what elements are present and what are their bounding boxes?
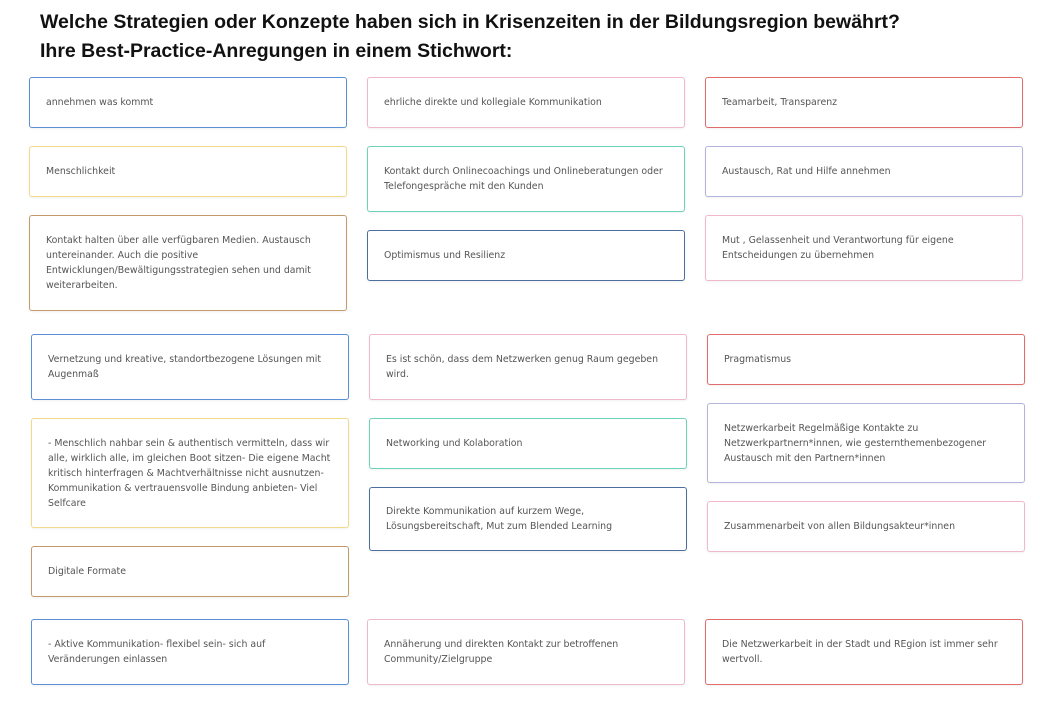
answer-text: - Menschlich nahbar sein & authentisch vermitteln, dass wir alle, wirklich alle, im gleichen Boot sitzen- Die eigene Macht kritisch hinterfragen & Machtverhältnisse nicht ausnutzen- Kommunikation & vertrauensvolle Bindung anbieten- Viel Selfcare	[48, 437, 331, 509]
answer-card	[369, 487, 687, 551]
answer-card	[705, 146, 1023, 197]
answer-text: Digitale Formate	[48, 566, 126, 577]
answer-card	[707, 403, 1025, 483]
answer-text: annehmen was kommt	[46, 97, 154, 108]
answer-text: Kontakt durch Onlinecoachings und Onlineberatungen oder Telefongespräche mit den Kunden	[384, 166, 663, 192]
answer-text: Networking und Kolaboration	[386, 438, 523, 449]
answer-card	[707, 501, 1025, 552]
title-line-1: Welche Strategien oder Konzepte haben sich in Krisenzeiten in der Bildungsregion bewährt?	[40, 11, 900, 33]
page-title	[40, 8, 900, 66]
answer-card	[705, 215, 1023, 281]
answer-card	[369, 418, 687, 469]
answer-text: Kontakt halten über alle verfügbaren Medien. Austausch untereinander. Auch die positive Entwicklungen/Bewältigungsstrategien sehen und damit weiterarbeiten.	[46, 235, 311, 291]
answer-card	[31, 334, 349, 400]
answer-card	[31, 418, 349, 528]
answer-card	[369, 334, 687, 400]
answer-card	[707, 334, 1025, 385]
answer-text: Annäherung und direkten Kontakt zur betroffenen Community/Zielgruppe	[384, 639, 619, 665]
answer-card	[367, 619, 685, 685]
answer-card	[29, 77, 347, 128]
answer-text: - Aktive Kommunikation- flexibel sein- sich auf Veränderungen einlassen	[48, 639, 266, 665]
answer-text: Netzwerkarbeit Regelmäßige Kontakte zu Netzwerkpartnern*innen, wie gesternthemenbezogener Austausch mit den Partnern*innen	[724, 422, 987, 464]
answer-text: Vernetzung und kreative, standortbezogene Lösungen mit Augenmaß	[48, 354, 322, 380]
answer-text: ehrliche direkte und kollegiale Kommunikation	[384, 97, 602, 108]
answer-card	[367, 77, 685, 128]
answer-text: Direkte Kommunikation auf kurzem Wege, Lösungsbereitschaft, Mut zum Blended Learning	[386, 506, 613, 532]
answer-text: Teamarbeit, Transparenz	[722, 97, 838, 108]
answer-card	[31, 546, 349, 597]
answer-text: Es ist schön, dass dem Netzwerken genug Raum gegeben wird.	[386, 354, 659, 380]
answer-card	[705, 77, 1023, 128]
title-line-2: Ihre Best-Practice-Anregungen in einem Stichwort:	[40, 40, 513, 62]
answer-card	[29, 146, 347, 197]
answer-card	[705, 619, 1023, 685]
answer-card	[31, 619, 349, 685]
answer-card	[367, 230, 685, 281]
answer-text: Zusammenarbeit von allen Bildungsakteur*innen	[724, 521, 956, 532]
answer-card	[29, 215, 347, 311]
answer-text: Mut , Gelassenheit und Verantwortung für eigene Entscheidungen zu übernehmen	[722, 235, 954, 261]
answer-text: Austausch, Rat und Hilfe annehmen	[722, 166, 891, 177]
answer-card	[367, 146, 685, 212]
answer-text: Die Netzwerkarbeit in der Stadt und REgion ist immer sehr wertvoll.	[722, 639, 998, 665]
answer-text: Menschlichkeit	[46, 166, 116, 177]
answer-text: Pragmatismus	[724, 354, 792, 365]
answer-text: Optimismus und Resilienz	[384, 250, 506, 261]
